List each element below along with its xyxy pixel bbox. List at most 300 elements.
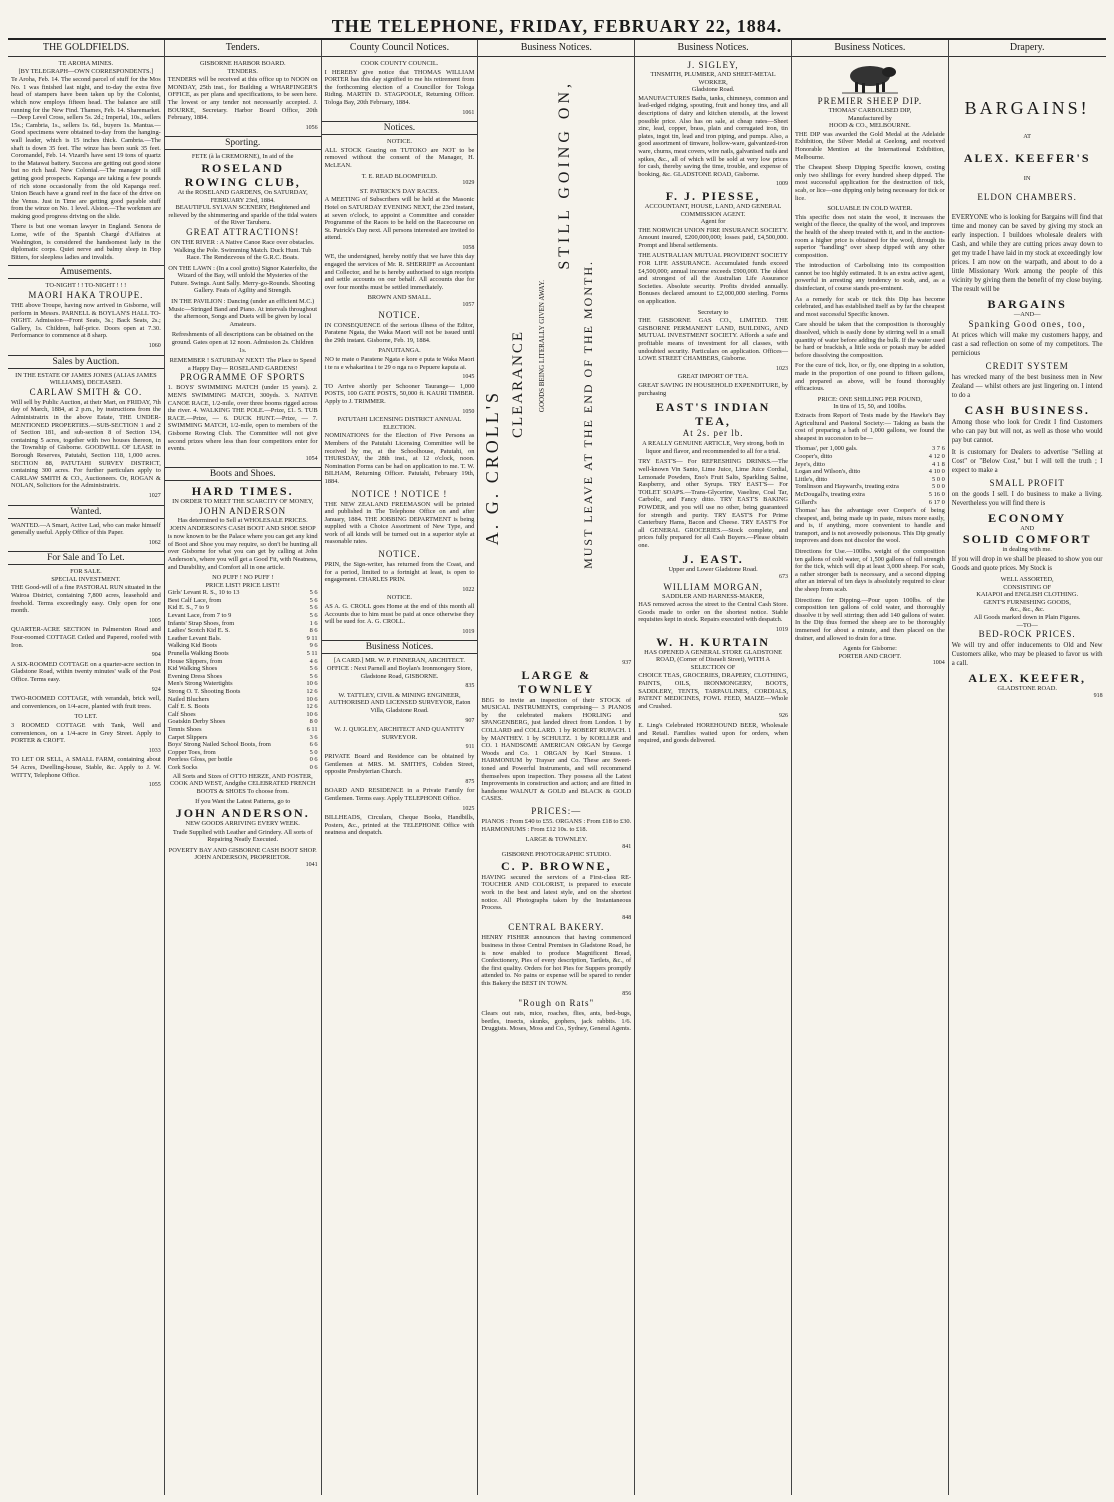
- item-price: 4 12 0: [928, 452, 945, 460]
- item-name: Best Calf Lace, from: [167, 596, 222, 604]
- tread-bloomfield: T. E. READ BLOOMFIELD.: [361, 172, 438, 180]
- item-name: Men's Strong Watertights: [167, 680, 233, 688]
- prices-title: PRICES:—: [531, 805, 582, 816]
- item-price: 4 6: [309, 657, 318, 665]
- prices-body: PIANOS : From £40 to £55. ORGANS : From £18 to £30. HARMONIUMS : From £12 10s. to £18.: [481, 817, 632, 833]
- large-townley-title: LARGE & TOWNLEY: [518, 667, 595, 696]
- in-word: IN: [1023, 174, 1031, 182]
- item-price: 5 11: [306, 650, 318, 658]
- item-price: 12 6: [306, 703, 318, 711]
- dip-price-row: [795, 461, 945, 469]
- item-name: Infants' Strap Shoes, from: [167, 619, 235, 627]
- directions-use: Directions for Use.—100lbs. weight of the composition ten gallons of cold water, of 1,500 gallons of full strength for the tick, which will dip at least 3,000 sheep. For scab, a rather stronger bath is necessary, and a second dipping after an interval of ten days is absolutely required to clear the sheep from scab.: [794, 548, 945, 594]
- column-drapery: [949, 40, 1106, 1495]
- item-name: Kid E. S., 7 to 9: [167, 604, 209, 612]
- maori-troupe-title: MAORI HAKA TROUPE.: [28, 290, 144, 301]
- agents-gisborne: Agents for Gisborne:: [842, 645, 897, 653]
- programme-title: PROGRAMME OF SPORTS: [179, 372, 306, 383]
- tea-saving: GREAT SAVING IN HOUSEHOLD EXPENDITURE, by purchasing: [638, 381, 788, 397]
- item-price: 0 6: [309, 756, 318, 764]
- sigley-body: MANUFACTURES Baths, tanks, chimneys, common and lead-edged ridging, spouting, fruit and honey tins, and all descriptions of dairy and kitchen utensils, at the lowest possible price. Also has on sale, at cheap rates—Sheet zinc, lead, copper, brass, plain and corrugated iron, tin plates, ingot tin, lead and iron piping, and pumps. Also, a good assortment of tinware, hollow-ware, galvanized-iron ware, churns, meat covers, wire nails, galvanised nails and spikes, &c., all of which will be sold at very low prices for cash, thereby saving the time, trouble, and expense of booking, &c. GLADSTONE ROAD, Gisborne.: [638, 94, 788, 178]
- item-name: Nailed Bluchers: [167, 695, 210, 703]
- keefer-name: ALEX. KEEFER'S: [963, 150, 1091, 165]
- item-name: Prunella Walking Boots: [167, 650, 229, 658]
- item-name: McDougall's, treating extra: [794, 490, 865, 498]
- column-tenders: [165, 40, 322, 1495]
- poverty-bay-shop: POVERTY BAY AND GISBORNE CASH BOOT SHOP.: [168, 846, 317, 854]
- ad-number: 1023: [775, 365, 788, 372]
- patutahi-title: PATUTAHI LICENSING DISTRICT ANNUAL ELECTION.: [337, 416, 462, 431]
- on-the-river: ON THE RIVER : A Native Canoe Race over obstacles. Walking the Pole. Swimming Match. Duck Hunt. Tub Race. The Rendezvous of the G.R.C. Boats.: [171, 238, 315, 262]
- tenders-title: TENDERS.: [227, 67, 258, 75]
- among-body: Among those who look for Credit I find Customers who can pay but will not, as well as those who would pay but cannot.: [951, 418, 1103, 444]
- boot-price-row: [168, 696, 318, 704]
- also-two-roomed: TWO-ROOMED COTTAGE, with verandah, brick well, and conveniences, on 1/4-acre, planted with fruit trees.: [11, 695, 161, 710]
- item-name: Logan and Wilson's, ditto: [794, 468, 861, 476]
- gisborne-gas: THE GISBORNE GAS CO., LIMITED. THE GISBORNE PERMANENT LAND, BUILDING, AND MUTUAL INVESTMENT SOCIETY. Affords a safe and profitable means of investment for all classes, with undoubted security. Particulars on application. Offices— LOWE STREET CHAMBERS, Gisborne.: [638, 317, 788, 363]
- freemason-title: NOTICE ! NOTICE !: [351, 488, 448, 499]
- directions-dipping: Directions for Dipping.—Pour upon 100lbs. of the composition ten gallons of cold water, and thoroughly dissolve it by well stirring; then add 140 gallons of water. In the Dip thus formed the sheep are to be thoroughly immersed for about a minute, and then placed on the drainer, and allowed to drain for a time.: [794, 596, 945, 642]
- plain-figures: All Goods marked down in Plain Figures.: [973, 613, 1081, 621]
- boot-price-row: [168, 658, 318, 666]
- ad-number: 907: [465, 717, 475, 724]
- central-bakery-body: HENRY FISHER announces that having commenced business in those Central Premises in Gladstone Road, he is now enabled to produce Magnificent Bread, Confectionery, Pies of every description, Tartlets, &c., of the first quality. Orders for hot Pies for Suppers promptly attended to. No pains or expense will be spared to render this Bakery the BEST IN TOWN.: [481, 934, 632, 987]
- ad-number: 918: [1093, 692, 1103, 699]
- item-name: Cork Socks: [167, 763, 198, 771]
- customary-body: It is customary for Dealers to advertise "Selling at Cost" or "Below Cost," but I will tell the truth ; I expect to make a: [951, 448, 1103, 474]
- piesse-name: F. J. PIESSE,: [665, 188, 761, 203]
- soluble-heading: SOLUABLE IN COLD WATER.: [827, 205, 913, 213]
- tutoko-body: ALL STOCK Grazing on TUTOKO are NOT to be removed without the consent of the Manager, H. McLEAN.: [324, 146, 475, 169]
- sheep-illustration-icon: [840, 60, 900, 94]
- business-notices-heading-3: Business Notices.: [635, 42, 791, 57]
- etc-line: &c., &c., &c.: [1009, 606, 1045, 614]
- item-price: 10 6: [306, 680, 318, 688]
- item-price: 8 6: [309, 627, 318, 635]
- roseland-club-title: ROSELAND ROWING CLUB,: [184, 160, 301, 189]
- boot-price-row: [168, 688, 318, 696]
- boot-price-row: [168, 741, 318, 749]
- newspaper-title: THE TELEPHONE, FRIDAY, FEBRUARY 22, 1884.: [331, 16, 783, 36]
- item-price: 10 6: [306, 695, 318, 703]
- board-residence: BOARD AND RESIDENCE in a Private Family for Gentlemen. Terms easy. Apply TELEPHONE Office.: [324, 787, 475, 802]
- thomas-advantage: Thomas' has the advantage over Cooper's of being cheapest, and, being made up in paste, mixes more easily, and is, if anything, more convenient to handle and transport, and is not avowedly poisonous. This Dip greatly improves and does not discolor the wool.: [794, 507, 945, 545]
- business-notices-heading-2: Business Notices.: [478, 42, 634, 57]
- dip-price-row: [795, 453, 945, 461]
- also-six-roomed: A SIX-ROOMED COTTAGE on a quarter-acre section in Gladstone Road, within twenty minutes' walk of the Post Office. Terms easy.: [11, 660, 161, 683]
- ad-number: 673: [778, 574, 788, 581]
- item-name: Evening Dress Shoes: [167, 672, 223, 680]
- billheads: BILLHEADS, Circulars, Cheque Books, Handbills, Posters, &c., printed at the TELEPHONE Office with neatness and despatch.: [324, 814, 475, 837]
- wanted-heading: Wanted.: [8, 505, 164, 519]
- item-price: 1 6: [309, 619, 318, 627]
- boot-price-row: [168, 635, 318, 643]
- item-price: 5 0 0: [932, 475, 945, 483]
- solid-comfort: SOLID COMFORT: [962, 532, 1092, 547]
- sporting-heading: Sporting.: [165, 136, 321, 150]
- norwich-union: THE NORWICH UNION FIRE INSURANCE SOCIETY. Amount insured, £200,000,000; losses paid, £4,500,000. Prompt and liberal settlements.: [638, 226, 788, 249]
- gents-furnishing: GENT'S FURNISHING GOODS,: [983, 598, 1071, 606]
- dip-price-row: [795, 468, 945, 476]
- tenders-heading: Tenders.: [165, 42, 321, 57]
- cash-boot-shop: JOHN ANDERSON'S CASH BOOT AND SHOE SHOP: [169, 524, 316, 532]
- item-name: Tomlinson and Hayward's, treating extra: [794, 483, 899, 491]
- quigley-card: W. J. QUIGLEY, ARCHITECT AND QUANTITY SURVEYOR.: [334, 726, 465, 741]
- cheapest-body: The Cheapest Sheep Dipping Specific known, costing only two shillings for every hundred sheep dipped. The most successful application for the destruction of tick, scab, or lice—one dipping only being necessary for tick or lice.: [794, 164, 945, 202]
- wholesale-line: Has determined to Sell at WHOLESALE PRICES.: [177, 516, 308, 524]
- agent-for: Agent for: [700, 218, 726, 226]
- ad-number: 1019: [775, 627, 788, 634]
- fete-line: FETE (à la CREMORNE), In aid of the: [191, 153, 294, 161]
- notices-heading: Notices.: [322, 121, 478, 135]
- ad-number: 926: [778, 713, 788, 720]
- notice-title: NOTICE.: [386, 138, 412, 146]
- boot-price-row: [168, 749, 318, 757]
- goods-body: on the goods I sell. I do business to make a living. Nevertheless you will find there is: [951, 490, 1103, 507]
- secretary-to: Secretary to: [697, 308, 729, 316]
- prin-body: PRIN, the Sign-writer, has returned from the Coast, and for a period, limited to a fortnight at least, is open to engagement. CHARLES PRIN.: [324, 561, 475, 584]
- column-sheep-dip: [792, 40, 949, 1495]
- item-price: 4 10 0: [928, 468, 945, 476]
- croll-notice-title: NOTICE.: [386, 594, 412, 602]
- carlaw-body: Will sell by Public Auction, at their Mart, on FRIDAY, 7th day of March, 1884, at 2 p.m., by instructions from the Administratrix in the above Estate, THE UNDER-MENTIONED PROPERTIES.—SUB-SECTION 1 and 2 of Section 181, and sub-section 8 of Section 134, containing 5 acres, together with two houses thereon, in the Township of Gisborne. GOODWILL OF LEASE in Borough Reserves, Patutahi, Section 118, 1,000 acres. SECTION 88, PATUTAHI SURVEY DISTRICT, containing 300 acres. For further particulars apply to CARLAW SMITH & CO., Auctioneers. Or, ROGAN & NOLAN, Solicitors for the Administratrix.: [11, 398, 161, 490]
- item-price: 5 0 0: [932, 483, 945, 491]
- croll-vertical-ad: [481, 60, 631, 660]
- no-puff: NO PUFF ! NO PUFF !: [212, 574, 274, 582]
- on-the-lawn: ON THE LAWN : (In a cool grotto) Signor Katerfelto, the Wizard of the Bay, will unfold the Mysteries of the Future. Swings. Aunt Sally. Merry-go-Rounds. Shooting Gallery. Feats of Agility and Strength.: [168, 264, 318, 295]
- tolet-farm: TO LET OR SELL, A SMALL FARM, containing about 54 Acres, Dwelling-house, Stable, &c. Apply to J. W. WITTY, Telephone Office.: [11, 756, 161, 779]
- credit-system: CREDIT SYSTEM: [985, 360, 1069, 371]
- ad-number: 835: [465, 683, 475, 690]
- tolet-title: TO LET.: [74, 713, 98, 721]
- item-price: 3 7 6: [932, 445, 945, 453]
- remedy-body: As a remedy for scab or tick this Dip has become celebrated, and has established itself as by far the cheapest and most successful Specific known.: [794, 295, 945, 318]
- still-going-on: STILL GOING ON,: [556, 80, 574, 270]
- dip-price-row: [795, 483, 945, 491]
- item-name: House Slippers, from: [167, 657, 223, 665]
- browne-name: C. P. BROWNE,: [501, 858, 612, 873]
- consisting-of: CONSISTING OF: [1003, 583, 1052, 591]
- item-name: Kid Walking Shoes: [167, 665, 218, 673]
- premier-sheep-dip: PREMIER SHEEP DIP.: [817, 96, 923, 106]
- ad-number: 1041: [305, 861, 318, 868]
- column-county-council: [322, 40, 479, 1495]
- boot-price-row: [168, 612, 318, 620]
- item-name: Walking Kid Boots: [167, 642, 217, 650]
- price-heading: PRICE: ONE SHILLING PER POUND,: [817, 395, 922, 403]
- remember-banner: REMEMBER ! SATURDAY NEXT! The Place to Spend a Happy Day— ROSELAND GARDENS!: [169, 357, 316, 372]
- item-name: Ladies' Scotch Kid E. S.: [167, 627, 231, 635]
- tea-heading: GREAT IMPORT OF TEA.: [677, 373, 749, 381]
- masthead: [0, 0, 1114, 40]
- boot-price-row: [168, 718, 318, 726]
- amusements-heading: Amusements.: [8, 265, 164, 279]
- boot-price-row: [168, 642, 318, 650]
- column-croll-clearance: [478, 40, 635, 1495]
- keefer-signature: ALEX. KEEFER,: [968, 671, 1087, 686]
- business-notices-heading-4: Business Notices.: [792, 42, 948, 57]
- sigley-trade: TINSMITH, PLUMBER, AND SHEET-METAL WORKER,: [650, 71, 776, 86]
- item-price: 0 6: [309, 763, 318, 771]
- cash-business: CASH BUSINESS.: [964, 402, 1090, 417]
- harbor-board-title: GISBORNE HARBOR BOARD.: [199, 60, 286, 67]
- roseland-gardens: At the ROSELAND GARDENS, On SATURDAY, FEBRUARY 23rd, 1884.: [177, 188, 308, 204]
- ad-number: 937: [622, 660, 632, 666]
- brown-small-body: WE, the undersigned, hereby notify that we have this day engaged the services of Mr. R. SHERRIFF as Accountant and Collector, and he is hereby authorised to sign receipts and settle accounts on our behalf. All accounts due for over four months must be settled immediately.: [324, 253, 475, 291]
- ad-number: 1058: [462, 244, 475, 251]
- boot-price-row: [168, 726, 318, 734]
- must-leave: MUST LEAVE AT THE END OF THE MONTH.: [581, 260, 596, 569]
- piesse-trade: ACCOUNTANT, HOUSE, LAND, AND GENERAL COMMISSION AGENT.: [644, 202, 782, 218]
- sigley-address: Gladstone Road.: [691, 86, 735, 94]
- ad-number: 1062: [148, 539, 161, 546]
- item-price: 9 11: [306, 634, 318, 642]
- well-assorted: WELL ASSORTED,: [1000, 575, 1054, 583]
- at-word: AT: [1023, 133, 1032, 140]
- ad-number: 1057: [462, 302, 475, 309]
- st-patrick-title: ST. PATRICK'S DAY RACES.: [359, 187, 440, 195]
- kaiapoi-clothing: KAIAPOI and ENGLISH CLOTHING.: [976, 591, 1079, 599]
- byline: [BY TELEGRAPH—OWN CORRESPONDENTS.]: [18, 67, 154, 75]
- large-townley-body: BEG to invite an inspection of their STOCK of MUSICAL INSTRUMENTS, comprising— 3 PIANOS by the celebrated makers HORLING and SPANGENBERG, just landed direct from London. 1 by COLLARD and COLLARD. 1 by ROBERT RUPACH. 1 by MANTHEY. 1 by SCHULTZ. 1 by KOELLER and CO. 1 HANDSOME AMERICAN ORGAN by George Woods and Co. 1 ORGAN by Karl Strauss. 1 HARMONIUM by Trayser and Co. These are Sweet-toned and Powerful Instruments, and will recommend themselves upon inspection. They possess all the Latest Improvements in construction and action; and are fitted in handsome WALNUT & GOLD and BLACK & GOLD CASES.: [481, 696, 632, 803]
- item-price: 12 6: [306, 688, 318, 695]
- ad-number: 1061: [462, 109, 475, 116]
- croll-notice-body: AS A. G. CROLL goes Home at the end of this month all Accounts due to him must be paid at once otherwise they will be sued for. A. G. CROLL.: [324, 603, 475, 626]
- try-easts: TRY EAST'S— For REFRESHING DRINKS.—The well-known Vin Santo, Lime Juice, Lime Juice Cordial, Lemonade Powders, Eno's Fruit Salts, Sparkling Saline, Raspberry, and other Syrups. TRY EAST'S— For TOILET SOAPS.—Trans-Glycerine, Vaseline, Coal Tar, Carbolic, and Fancy ditto. TRY EAST'S BAKING POWDER, and you will use no other, being guaranteed for strength and purity. TRY EAST'S For Prime Canterbury Hams, Bacon and Cheese. TRY EAST'S For all GENERAL GROCERIES.—Stock complete, and prices fully prepared for all Cash Buyers.—Please obtain one.: [638, 458, 788, 549]
- patutahi-body: NOMINATIONS for the Election of Five Persons as Members of the Patutahi Licensing Committee will be received by me, at the Schoolhouse, Patutahi, on THURSDAY, the 28th inst., at 12 o'clock, noon. Nomination Forms can be had on application to me. T. W. BILHAM, Returning Officer. Patutahi, February 19th, 1884.: [324, 432, 475, 485]
- item-price: 6 17 0: [928, 498, 945, 506]
- and-divider: —AND—: [1013, 311, 1041, 319]
- tea-price: At 2s. per lb.: [682, 428, 744, 439]
- ad-number: 848: [622, 914, 632, 921]
- goldfields-report: Te Aroha, Feb. 14. The second parcel of stuff for the Mos No. 1 was finished last night, and to-day the extra five head of stampers have been taken up by the Colonist, which now employs fifteen head. The balance are still running for the New Find. Thames, Feb. 14. Sharemarket.—Deep Level Cross, sellers 5s. 2d.; Imperial, 10s., sellers 15s.; Cambria, 1s., sellers 1s. 6d., buyers 1s. Mantua.—Good specimens were obtained to-day from the hanging-wall leader, which is 15 inches thick. Cambria.—The shaft is down 35 feet. The winze has been sunk 35 feet. Coromandel, Feb. 14. Vizard's have sent 19 tons of quartz to the Matawai battery. Success are getting out good stone but no rich haul. New Colonial.—The manager is still getting good prospects. Kapanga are taking a few pounds of rich stone occasionally from the old Kapanga reef. Union Beach have a grand reef in the face of the drive on the Venus. Just in Time are getting good payable stuff from the winze on No. 1 level. Alston.—The workmen are making good progress driving on the slide.: [11, 76, 161, 220]
- gold-medal-body: THE DIP was awarded the Gold Medal at the Adelaide Exhibition, the Silver Medal at Geelong, and received Honorable Mention at the International Exhibition, Melbourne.: [794, 130, 945, 161]
- refreshments: Refreshments of all descriptions can be obtained on the ground. Gates open at 12 noon. Admission 2s. Children 1s.: [171, 331, 314, 354]
- central-bakery-title: CENTRAL BAKERY.: [508, 922, 605, 933]
- ad-number: 841: [622, 843, 632, 850]
- latest-patterns: If you Want the Latest Patterns, go to: [195, 798, 291, 806]
- boot-price-row: [168, 756, 318, 764]
- goldfields-heading: THE GOLDFIELDS.: [8, 42, 164, 57]
- wrecked-body: has wrecked many of the best business men in New Zealand — whilst others are just lingering on. I intend to do a: [951, 373, 1103, 399]
- amp-society: THE AUSTRALIAN MUTUAL PROVIDENT SOCIETY FOR LIFE ASSURANCE. Accumulated funds exceed £4,500,000; annual income exceeds £900,000. The oldest and strongest of all the Australian Life Assurance Societies. Absolute security. Profits divided annually. Bonuses declared amount to £2,000,000 sterling. Forms on application.: [638, 252, 788, 306]
- everyone-body: EVERYONE who is looking for Bargains will find that time and money can be saved by giving my stock an early inspection. I buildoes wholesale dealers with Cash, and while they are cutting prices away down to get my trade I have laid in my stock at exceedingly low prices. I am now on the warpath, and about to do a little Missionary Work among the people of this vicinity by giving them the benefit of my close buying. The result will be: [951, 214, 1103, 294]
- item-name: Carpet Slippers: [167, 733, 208, 741]
- boot-price-row: [168, 673, 318, 681]
- tattley-card: W. TATTLEY, CIVIL & MINING ENGINEER, AUTHORISED AND LICENSED SURVEYOR, Eaton Villa, Gladstone Road.: [328, 691, 471, 714]
- dip-price-row: [795, 491, 945, 499]
- spanking-good: Spanking Good ones, too,: [968, 318, 1086, 329]
- cure-body: For the cure of tick, lice, or fly, one dipping in a solution, made in the proportion of one pound to fifteen gallons, and prepared as above, will be found thoroughly efficacious.: [794, 362, 945, 393]
- waka-maori-body: IN CONSEQUENCE of the serious illness of the Editor, Paratene Ngata, the Waka Maori will not be issued until the 29th instant. Gisborne, Feb. 19, 1884.: [324, 321, 475, 344]
- and-word: AND: [1020, 524, 1035, 532]
- sylvan-scenery: BEAUTIFUL SYLVAN SCENERY, Heightened and relieved by the shimmering and sparkle of the tidal waters of the River Taruheru.: [168, 204, 317, 227]
- john-anderson-name-2: JOHN ANDERSON.: [175, 805, 310, 820]
- maori-troupe-body: THE above Troupe, having now arrived in Gisborne, will perform in Messrs. PARNELL & BOYLAN'S HALL TO-NIGHT. Admission—Front Seats, 3s.; Back Seats, 2s.; Gallery, 1s. Children, half-price. Doors open at 7.30. Performance to commence at 8 sharp.: [11, 302, 161, 340]
- programme-events: 1. BOYS' SWIMMING MATCH (under 15 years). 2. MEN'S SWIMMING MATCH, 300yds. 3. NATIVE CANOE RACE, 1/2-mile, over three booms rigged across the river. 4. WALKING THE POLE.—Prize, £1. 5. TUB RACE.—Prize, — 6. DUCK HUNT.—Prize, — 7. SWIMMING MATCH, 1/2-mile, open to members of the Gisborne Rowing Club. The Committee will not give second prizes where less than four competitors enter for events.: [167, 384, 318, 453]
- dip-price-row: [795, 476, 945, 484]
- item-price: 5 6: [309, 612, 318, 620]
- ad-number: 1050: [462, 408, 475, 415]
- ad-number: 1022: [462, 586, 475, 593]
- scarcity-line: IN ORDER TO MEET THE SCARCITY OF MONEY,: [172, 498, 314, 506]
- browne-body: HAVING secured the services of a First-class RE-TOUCHER AND COLORIST, is prepared to execute work in the best and latest style, and on the shortest notice. All Photographs taken by the Instantaneous Process.: [481, 873, 632, 912]
- gladstone-road: GLADSTONE ROAD.: [997, 685, 1057, 693]
- ad-number: 924: [151, 686, 161, 693]
- item-price: 5 6: [309, 672, 318, 680]
- column-business-notices: [635, 40, 792, 1495]
- ad-number: 1045: [462, 374, 475, 381]
- new-goods: NEW GOODS ARRIVING EVERY WEEK.: [185, 819, 300, 827]
- ad-number: 1029: [462, 180, 475, 187]
- tins-line: In tins of 15, 50, and 100lbs.: [833, 403, 907, 411]
- carbolising-body: The introduction of Carbolising into its composition cannot be too highly estimated. It is an extra active agent, powerful in arresting any tendency to scab, and, as a disinfectant, of course stands pre-eminent.: [794, 262, 945, 293]
- j-east-address: Upper and Lower Gladstone Road.: [668, 566, 758, 574]
- tolet-body: 3 ROOMED COTTAGE with Tank, Well and conveniences, on a 1/4-acre in Grey Street. Apply to PORTER & CROFT.: [11, 721, 161, 745]
- clearance-word: CLEARANCE: [510, 330, 527, 438]
- item-name: Little's, ditto: [794, 475, 828, 483]
- large-townley-sign: LARGE & TOWNLEY.: [525, 836, 588, 844]
- freemason-body: THE NEW ZEALAND FREEMASON will be printed and published in The Telephone Office on and after January, 1884. THE JOBBING DEPARTMENT is being supplied with a Choice Assortment of New Type, and work of all kinds will be turned out in a superior style at reasonable rates.: [324, 500, 475, 546]
- ad-number: 1025: [462, 805, 475, 812]
- extracts-body: Extracts from Report of Tests made by the Hawke's Bay Agricultural and Pastoral Society:— Taking as basis the cost of preparing a bath of 1,000 gallons, we found the sheapest in succession to be—: [794, 411, 945, 442]
- trade-supplied: Trade Supplied with Leather and Grindery. All sorts of Repairing Neatly Executed.: [172, 828, 313, 844]
- panuitanga-title: PANUITANGA.: [378, 347, 421, 355]
- boot-price-row: [168, 620, 318, 628]
- dip-price-table: [795, 445, 945, 506]
- ad-number: 1027: [148, 492, 161, 499]
- inducements-body: We will try and offer inducements to Old and New Customers alike, who may be pleased to favor us with a call.: [951, 642, 1103, 668]
- brown-small-sign: BROWN AND SMALL.: [367, 294, 432, 302]
- east-indian-tea: EAST'S INDIAN TEA,: [655, 400, 771, 429]
- dip-price-row: [795, 445, 945, 453]
- ad-number: 875: [465, 778, 475, 785]
- small-profit: SMALL PROFIT: [989, 477, 1065, 488]
- item-name: Levant Lace, from 7 to 9: [167, 612, 232, 620]
- notice-title-2: NOTICE.: [378, 309, 421, 320]
- wanted-body: WANTED.—A Smart, Active Lad, who can make himself generally useful. Apply Office of this Paper.: [11, 521, 161, 537]
- item-name: Boys' Strong Nailed School Boots, from: [167, 741, 271, 749]
- private-board: PRIVATE Board and Residence can be obtained by Gentlemen at MRS. M. SMITH'S, Cobden Street, opposite Presbyterian Church.: [324, 752, 475, 776]
- also-quarter-acre: QUARTER-ACRE SECTION in Palmerston Road and Four-roomed COTTAGE Ceiled and Papered, roofed with Iron.: [11, 626, 161, 649]
- boot-price-row: [168, 589, 318, 597]
- item-name: Calf E. S. Boots: [167, 703, 210, 711]
- boots-heading: Boots and Shoes.: [165, 467, 321, 481]
- trimmer-body: TO Arrive shortly per Schooner Taurange— 1,000 POSTS, 100 GATE POSTS, 50,000 ft. KAURI TIMBER. Apply to J. TRIMMER.: [324, 382, 475, 405]
- to-divider: —TO—: [1016, 621, 1038, 629]
- item-name: Goatskin Derby Shoes: [167, 718, 226, 726]
- dealing-with-me: in dealing with me.: [1002, 546, 1052, 554]
- prin-title: NOTICE.: [378, 549, 421, 560]
- all-sorts: All Sorts and Sizes of OTTO HERZE, AND FOSTER, COOK AND WEST, Andgthe CELEBRATED FRENCH BOOTS & SHOES To choose from.: [169, 772, 316, 795]
- bed-rock-prices: BED-ROCK PRICES.: [978, 629, 1076, 640]
- carlaw-smith-title: CARLAW SMITH & CO.: [29, 386, 143, 397]
- ad-number: 1005: [148, 617, 161, 624]
- ad-number: 904: [151, 652, 161, 659]
- bargains-2: BARGAINS: [987, 297, 1067, 312]
- item-price: 5 16 0: [928, 490, 945, 498]
- page-columns: [8, 40, 1106, 1495]
- ad-number: 1009: [775, 181, 788, 188]
- thomas-dip: THOMAS' CARBOLISED DIP,: [828, 107, 912, 114]
- eldon-chambers: ELDON CHAMBERS.: [977, 192, 1077, 203]
- boot-price-list: [168, 589, 318, 771]
- item-price: 5 6: [309, 596, 318, 604]
- morgan-trade: SADDLER AND HARNESS-MAKER,: [662, 592, 765, 600]
- ad-number: 1060: [148, 343, 161, 349]
- auction-heading: Sales by Auction.: [8, 355, 164, 369]
- croll-name: A. G. CROLL'S: [482, 390, 503, 546]
- boot-price-row: [168, 734, 318, 742]
- ad-number: 856: [622, 990, 632, 997]
- forsale-sub: FOR SALE.: [70, 568, 102, 576]
- tenders-body: TENDERS will be received at this office up to NOON on MONDAY, 25th inst., for Building a WHARFINGER'S OFFICE, as per plans and specifications, to be seen here. The lowest or any tender not necessarily accepted. J. BOURKE, Secretary. Harbor Board Office, 20th February, 1884.: [167, 76, 318, 122]
- ad-number: 1033: [148, 747, 161, 754]
- drapery-heading: Drapery.: [949, 42, 1106, 57]
- morgan-name: WILLIAM MORGAN,: [663, 581, 763, 592]
- boot-price-row: [168, 680, 318, 688]
- cash-boot-body: is now known to be the Palace where you can get any kind of Boot and Shoe you may require, so don't be hunting all over Gisborne for what you can get by calling at John Anderson's, where you will get a Good Fit, with Neatness, and Durability, and Comfort all in one article.: [167, 533, 318, 571]
- county-council-heading: County Council Notices.: [322, 42, 478, 57]
- care-body: Care should be taken that the composition is thoroughly dissolved, which is easily done by stirring well in a small quantity of water before adding the bulk. If the water used be hard or brackish, a little soda or potash may be added before dissolving the composition.: [794, 321, 945, 359]
- ad-number: 1019: [462, 628, 475, 635]
- economy: ECONOMY: [988, 510, 1067, 525]
- in-the-pavilion: IN THE PAVILION : Dancing (under an efficient M.C.) Music—Stringed Band and Piano. At intervals throughout the afternoon, Songs and Duets will be given by local Amateurs.: [168, 298, 317, 328]
- anderson-proprietor: JOHN ANDERSON, PROPRIETOR.: [194, 854, 291, 862]
- hard-times-title: HARD TIMES.: [191, 484, 294, 499]
- item-price: 4 1 8: [932, 460, 945, 468]
- morgan-body: HAS removed across the street to the Central Cash Store. Goods made to order on the shortest notice. Stable requisites kept in stock. Repairs executed with despatch.: [638, 601, 788, 624]
- john-anderson-name: JOHN ANDERSON: [199, 505, 287, 516]
- misc-paragraphs: There is but one woman lawyer in England. Senora de Lome, wife of the Spanish Chargé d'Affaires at Washington, is considered the handsomest lady in the diplomatic corps. Quiet nerve and balmy sleep in Hop Bitters, for sleepless ladies and invalids.: [11, 223, 161, 261]
- boot-price-row: [168, 711, 318, 719]
- boot-price-row: [168, 597, 318, 605]
- item-name: Peerless Gloss, per bottle: [167, 756, 233, 764]
- j-east-name: J. EAST.: [682, 552, 744, 567]
- item-name: Leather Levant Bals.: [167, 634, 222, 642]
- item-name: Copper Toes, from: [167, 748, 216, 756]
- business-notices-heading: Business Notices.: [322, 640, 478, 654]
- item-name: Thomas', per 1,000 gals.: [794, 445, 858, 453]
- ad-number: 1054: [305, 455, 318, 462]
- finneran-card: [A CARD.] MR. W. P. FINNERAN, ARCHITECT. OFFICE : Next Parnell and Boylan's Ironmongery Store, Gladstone Road, GISBORNE.: [326, 657, 473, 680]
- item-name: Girls' Levant R. S., 10 to 13: [167, 589, 240, 597]
- item-price: 9 6: [309, 642, 318, 650]
- kurtain-end: E. Ling's Celebrated HOREHOUND BEER, Wholesale and Retail. Families waited upon for orders, when required, and goods delivered.: [638, 721, 788, 745]
- item-price: 6 11: [306, 725, 318, 733]
- goods-given-away: GOODS BEING LITERALLY GIVEN AWAY.: [538, 280, 547, 413]
- boot-price-row: [168, 604, 318, 612]
- special-title: SPECIAL INVESTMENT.: [51, 575, 121, 583]
- boot-price-row: [168, 627, 318, 635]
- forsale-heading: For Sale and To Let.: [8, 551, 164, 565]
- hood-melbourne: HOOD & CO., MELBOURNE.: [829, 122, 911, 130]
- item-price: 8 0: [309, 718, 318, 726]
- item-price: 5 0: [309, 748, 318, 756]
- item-price: 5 6: [309, 665, 318, 673]
- boot-price-row: [168, 703, 318, 711]
- sigley-name: J. SIGLEY,: [687, 60, 739, 70]
- dip-price-row: [795, 499, 945, 507]
- ad-number: 911: [465, 744, 475, 751]
- item-name: Strong O. T. Shooting Boots: [167, 688, 241, 695]
- item-price: 3 6: [309, 733, 318, 741]
- item-name: Tennis Shoes: [167, 725, 202, 733]
- column-goldfields: [8, 40, 165, 1495]
- photo-studio-title: GISBORNE PHOTOGRAPHIC STUDIO.: [501, 851, 611, 859]
- bargains-title: BARGAINS!: [964, 98, 1090, 118]
- manufactured-by: Manufactured by: [847, 114, 892, 122]
